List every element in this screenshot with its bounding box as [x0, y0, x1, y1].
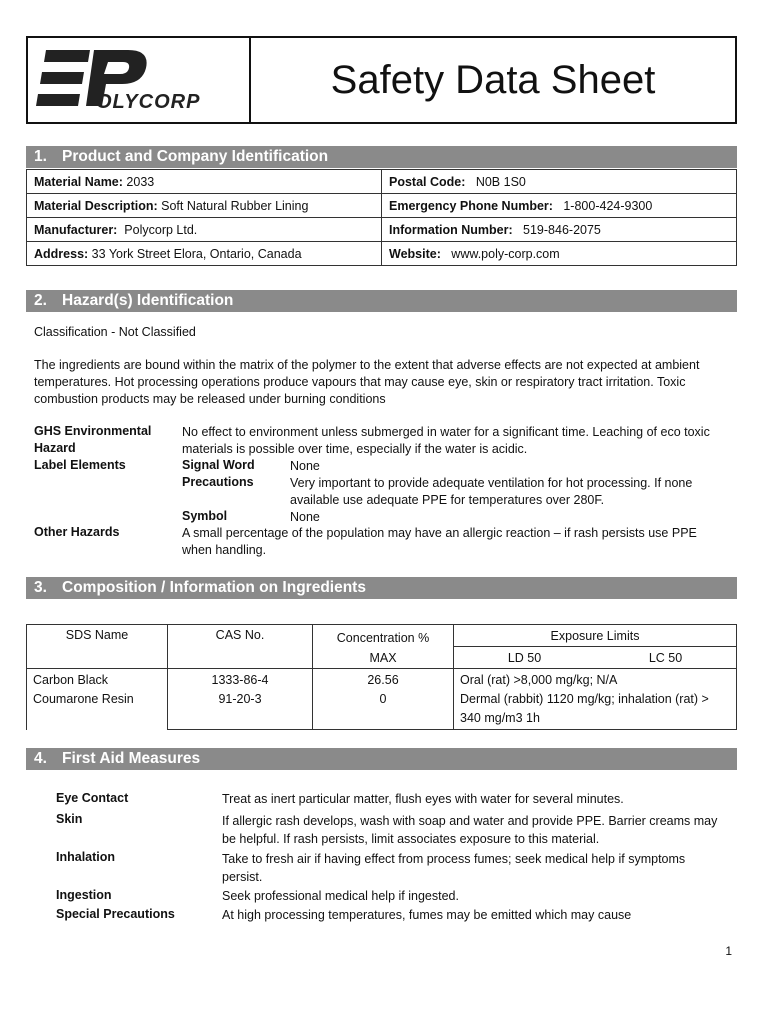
section-number: 3.	[34, 579, 47, 596]
skin-label: Skin	[56, 812, 83, 826]
table-cell: Material Name: 2033	[27, 170, 382, 194]
table-cell: Website: www.poly-corp.com	[382, 242, 737, 266]
skin-text: If allergic rash develops, wash with soap and water and provide PPE. Barrier creams may be helpful. If rash persists, limit associates exposure to this material.	[222, 814, 718, 846]
column-header-exposure-limits: Exposure Limits	[454, 625, 737, 647]
table-row	[27, 669, 737, 730]
inhalation-label: Inhalation	[56, 850, 116, 864]
section-4-heading	[26, 748, 737, 770]
table-cell: Emergency Phone Number: 1-800-424-9300	[382, 194, 737, 218]
symbol-value: None	[290, 510, 320, 524]
table-header-row	[27, 625, 737, 647]
table-row	[27, 242, 737, 266]
polycorp-logo	[28, 38, 251, 122]
symbol-label: Symbol	[182, 509, 228, 523]
table-row	[27, 194, 737, 218]
column-header-sds-name: SDS Name	[27, 625, 168, 669]
special-precautions-text: At high processing temperatures, fumes may be emitted which may cause	[222, 908, 632, 922]
precautions-label: Precautions	[182, 475, 254, 489]
table-cell: Manufacturer: Polycorp Ltd.	[27, 218, 382, 242]
ingestion-text: Seek professional medical help if ingested.	[222, 889, 459, 903]
section-number: 2.	[34, 292, 47, 309]
composition-table	[26, 624, 737, 730]
label-elements-label: Label Elements	[34, 458, 126, 472]
other-hazards-value: A small percentage of the population may have an allergic reaction – if rash persists use PPE when handling.	[182, 526, 697, 557]
classification-text: Classification - Not Classified	[34, 325, 196, 339]
polycorp-logo-graphic	[28, 38, 249, 122]
other-hazards-label: Other Hazards	[34, 525, 120, 539]
document-title: Safety Data Sheet	[330, 57, 656, 102]
table-cell: Oral (rat) >8,000 mg/kg; N/A Dermal (rabbit) 1120 mg/kg; inhalation (rat) > 340 mg/m3 1h	[454, 669, 737, 730]
hazard-intro-paragraph: The ingredients are bound within the matrix of the polymer to the extent that adverse effects are not expected at ambient temperatures. Hot processing operations produce vapours that may cause eye, skin or respiratory tract irritation. Toxic combustion products may be released under burning conditions	[34, 358, 700, 406]
section-3-heading	[26, 577, 737, 599]
section-title: First Aid Measures	[62, 750, 201, 767]
table-cell: Postal Code: N0B 1S0	[382, 170, 737, 194]
ingestion-label: Ingestion	[56, 888, 112, 902]
eye-contact-text: Treat as inert particular matter, flush eyes with water for several minutes.	[222, 792, 624, 806]
inhalation-text: Take to fresh air if having effect from process fumes; seek medical help if symptoms persist.	[222, 852, 686, 884]
section-1-heading	[26, 146, 737, 168]
column-header-concentration: Concentration % MAX	[313, 625, 454, 669]
ghs-environmental-text: No effect to environment unless submerged in water for a significant time. Leaching of eco toxic materials is possible over time, especially if the water is acidic.	[182, 425, 710, 456]
signal-word-value: None	[290, 459, 320, 473]
section-title: Hazard(s) Identification	[62, 292, 234, 309]
document-header	[26, 36, 737, 124]
column-header-lc50: LC 50	[595, 647, 737, 669]
section-number: 1.	[34, 148, 47, 165]
table-cell: Information Number: 519-846-2075	[382, 218, 737, 242]
ghs-environmental-label: GHS Environmental	[34, 424, 152, 438]
section-title: Product and Company Identification	[62, 148, 329, 165]
eye-contact-label: Eye Contact	[56, 791, 129, 805]
signal-word-label: Signal Word	[182, 458, 255, 472]
section-number: 4.	[34, 750, 47, 767]
section-2-heading	[26, 290, 737, 312]
table-cell: 26.56 0	[313, 669, 454, 730]
table-cell: Carbon Black Coumarone Resin	[27, 669, 168, 730]
column-header-cas-no: CAS No.	[168, 625, 313, 669]
ghs-hazard-label: Hazard	[34, 441, 76, 455]
product-identification-table	[26, 169, 737, 266]
special-precautions-label: Special Precautions	[56, 907, 175, 921]
table-row	[27, 170, 737, 194]
page-number: 1	[725, 944, 732, 958]
logo-wordmark: OLYCORP	[96, 91, 201, 113]
precautions-value: Very important to provide adequate ventilation for hot processing. If none available use adequate PPE for temperatures over 280F.	[290, 476, 693, 507]
table-cell: Material Description: Soft Natural Rubber Lining	[27, 194, 382, 218]
section-title: Composition / Information on Ingredients	[62, 579, 366, 596]
table-cell: 1333-86-4 91-20-3	[168, 669, 313, 730]
table-row	[27, 218, 737, 242]
column-header-ld50: LD 50	[454, 647, 595, 669]
table-cell: Address: 33 York Street Elora, Ontario, Canada	[27, 242, 382, 266]
